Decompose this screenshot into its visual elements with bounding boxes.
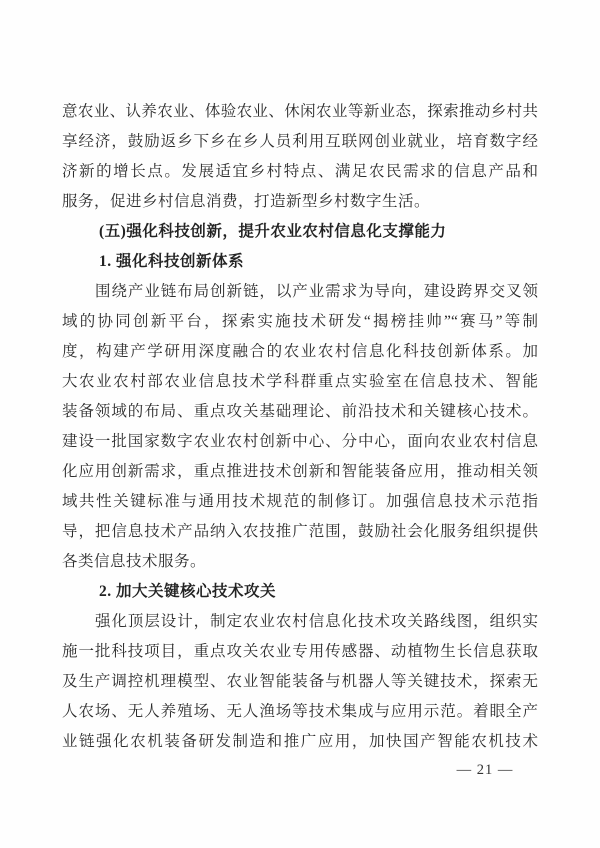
text-line: 济新的增长点。发展适宜乡村特点、满足农民需求的信息产品和 <box>62 163 538 180</box>
text-line: 域的协同创新平台，探索实施技术研发“揭榜挂帅”“赛马”等制 <box>62 313 538 330</box>
text-line: 服务，促进乡村信息消费，打造新型乡村数字生活。 <box>62 193 431 210</box>
text-line: 域共性关键标准与通用技术规范的制修订。加强信息技术示范指 <box>62 493 538 510</box>
subsection-heading-1: 1. 强化科技创新体系 <box>99 253 245 270</box>
text-line: 度，构建产学研用深度融合的农业农村信息化科技创新体系。加 <box>62 343 538 360</box>
paragraph-3 <box>62 607 538 757</box>
text-line: 享经济，鼓励返乡下乡在乡人员利用互联网创业就业，培育数字经 <box>62 133 538 150</box>
text-line: 及生产调控机理模型、农业智能装备与机器人等关键技术，探索无 <box>62 673 538 690</box>
text-line: 围绕产业链布局创新链，以产业需求为导向，建设跨界交叉领 <box>95 283 538 300</box>
text-line: 大农业农村部农业信息技术学科群重点实验室在信息技术、智能 <box>62 373 538 390</box>
paragraph-2 <box>62 277 538 577</box>
text-line: 化应用创新需求，重点推进技术创新和智能装备应用，推动相关领 <box>62 463 538 480</box>
text-line: 强化顶层设计，制定农业农村信息化技术攻关路线图，组织实 <box>95 613 538 630</box>
text-line: 建设一批国家数字农业农村创新中心、分中心，面向农业农村信息 <box>62 433 538 450</box>
text-line: 意农业、认养农业、体验农业、休闲农业等新业态，探索推动乡村共 <box>62 103 538 120</box>
page-body <box>62 97 538 757</box>
page-number: — 21 — <box>456 762 514 778</box>
paragraph-1 <box>62 97 538 217</box>
text-line: 人农场、无人养殖场、无人渔场等技术集成与应用示范。着眼全产 <box>62 703 538 720</box>
text-line: 各类信息技术服务。 <box>62 553 207 570</box>
section-heading: (五)强化科技创新，提升农业农村信息化支撑能力 <box>99 223 447 240</box>
subsection-heading-2: 2. 加大关键核心技术攻关 <box>99 583 277 600</box>
text-line: 业链强化农机装备研发制造和推广应用，加快国产智能农机技术 <box>62 733 538 750</box>
text-line: 导，把信息技术产品纳入农技推广范围，鼓励社会化服务组织提供 <box>62 523 538 540</box>
text-line: 装备领域的布局、重点攻关基础理论、前沿技术和关键核心技术。 <box>62 403 538 420</box>
text-line: 施一批科技项目，重点攻关农业专用传感器、动植物生长信息获取 <box>62 643 538 660</box>
